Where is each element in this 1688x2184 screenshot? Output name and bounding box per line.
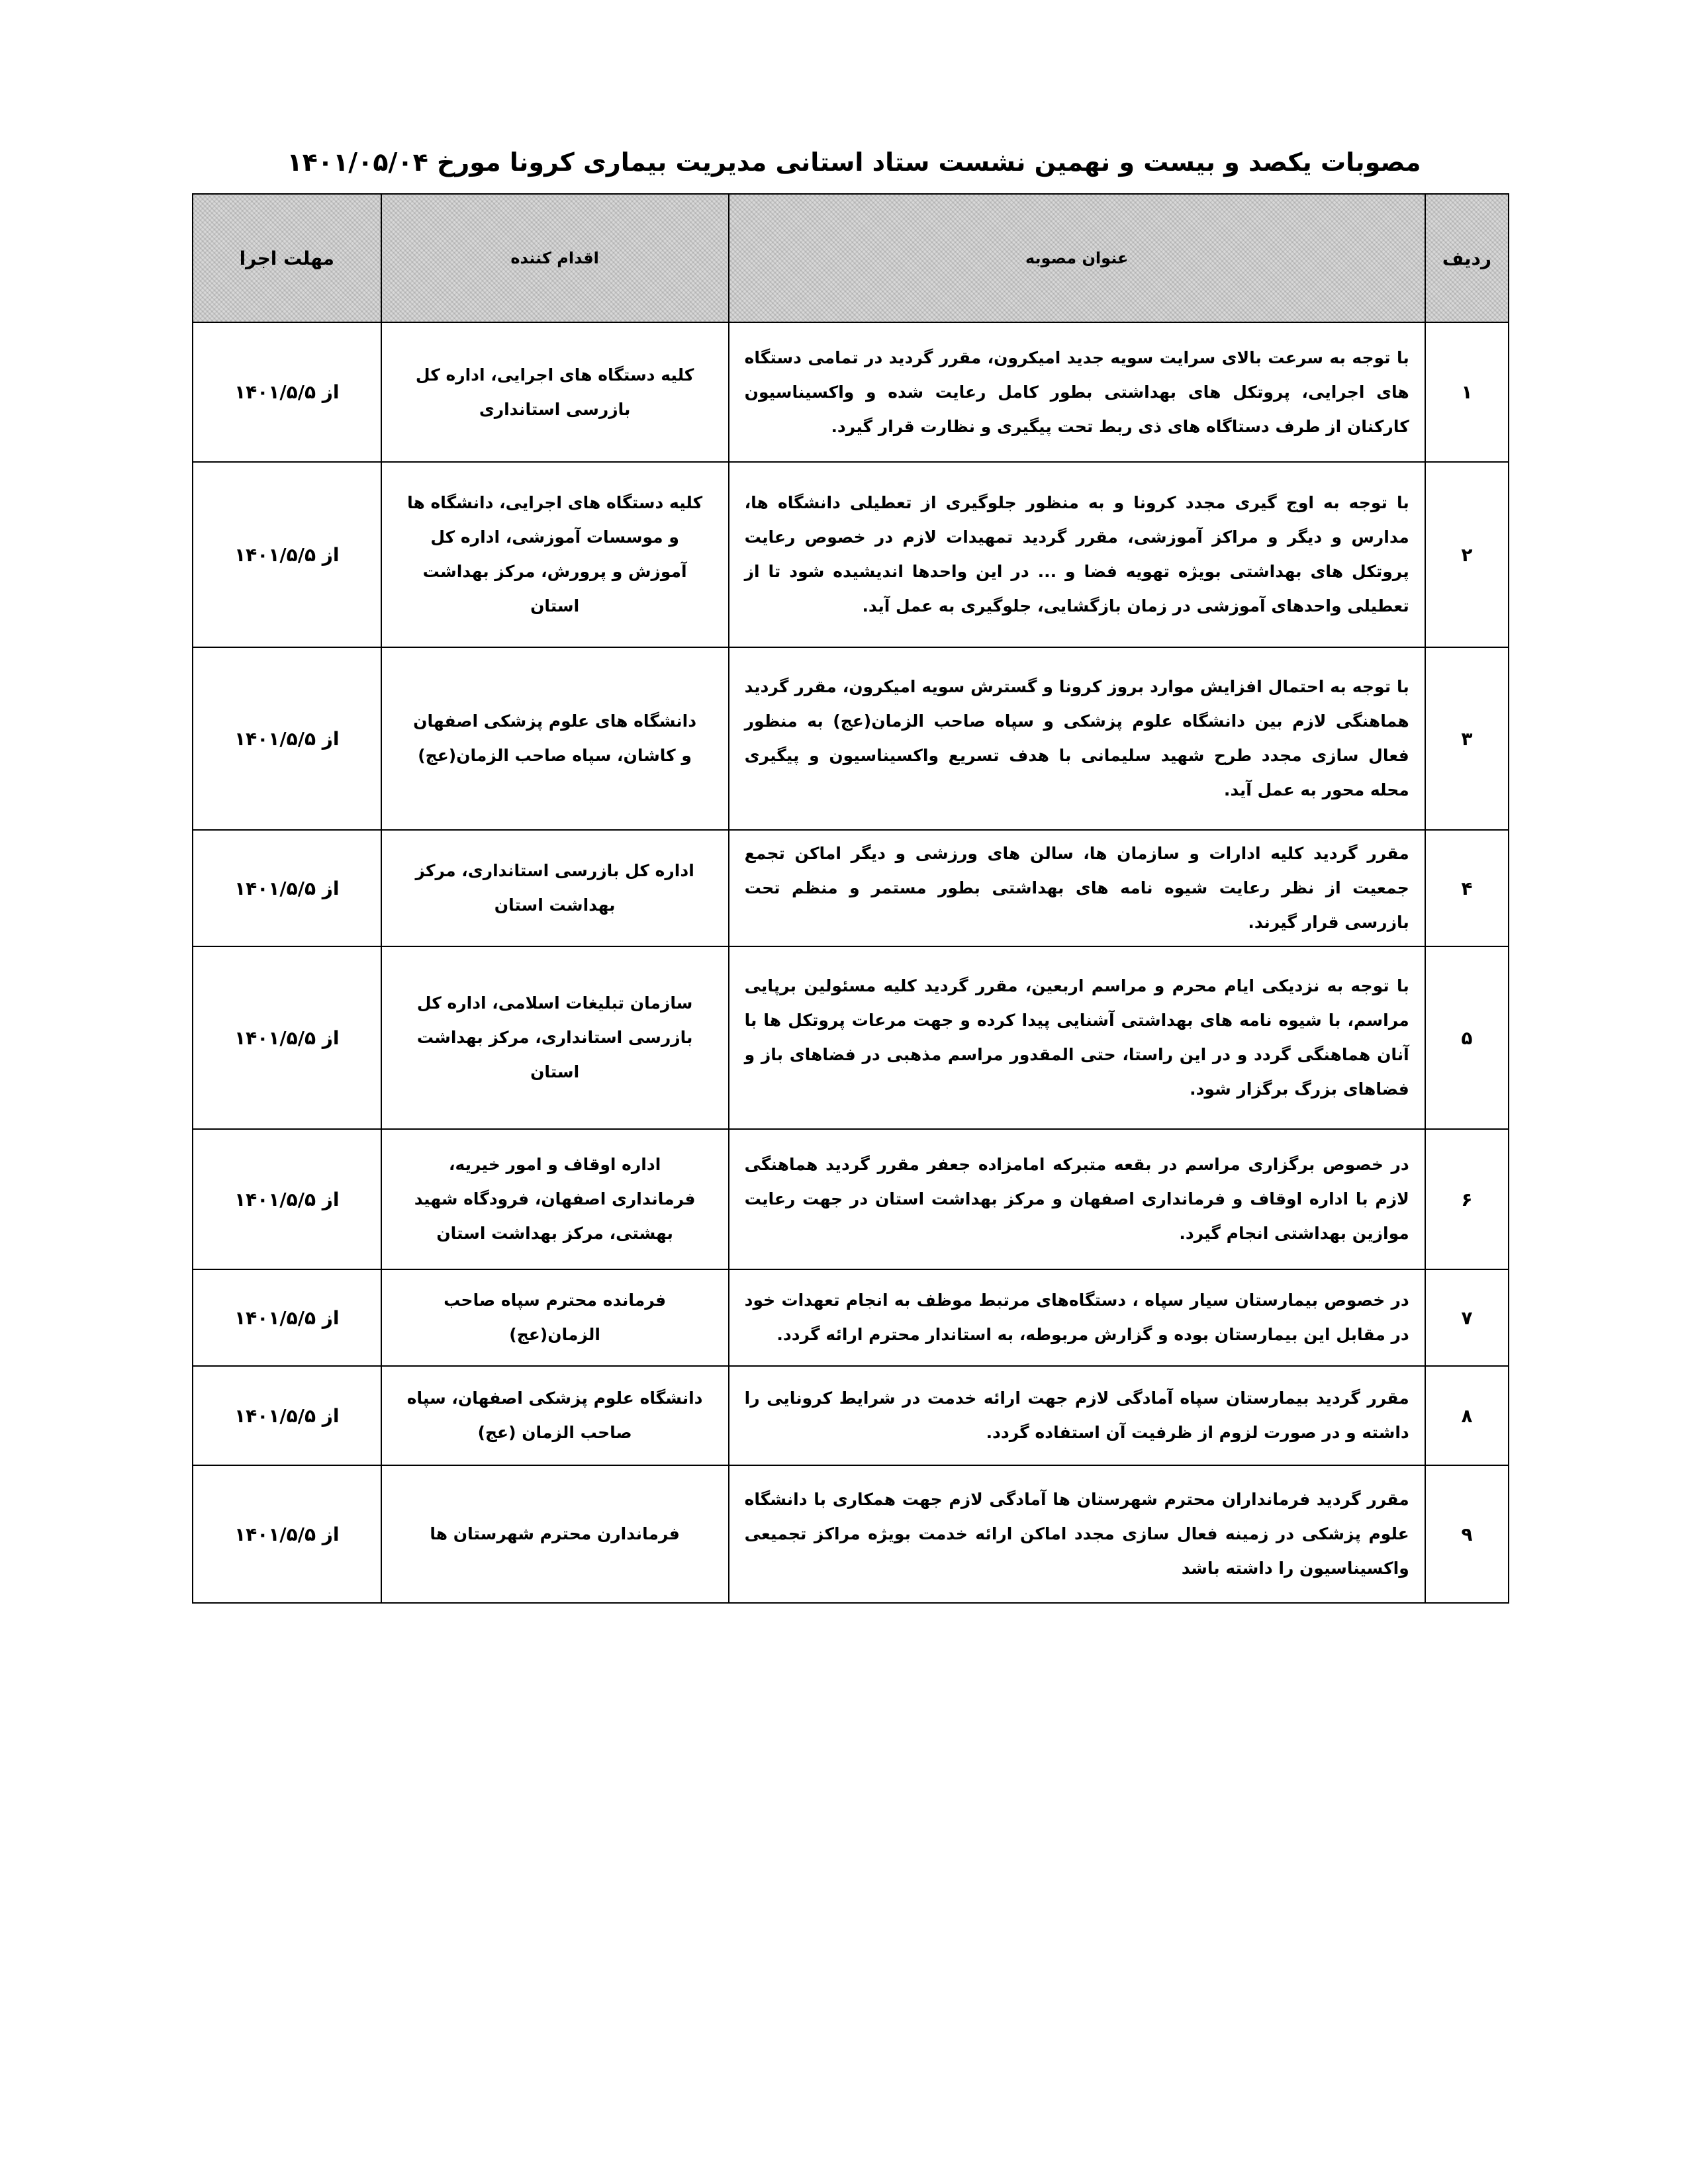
resolution-title: در خصوص برگزاری مراسم در بقعه متبرکه امامزاده جعفر مقرر گردید هماهنگی لازم با اداره اوقاف و فرمانداری اصفهان و مرکز بهداشت استان در جهت رعایت موازین بهداشتی انجام گیرد. bbox=[744, 1155, 1409, 1243]
table-row bbox=[193, 462, 1509, 647]
header-actor: اقدام کننده bbox=[381, 194, 729, 322]
table-row bbox=[193, 322, 1509, 462]
row-number: ۸ bbox=[1425, 1366, 1509, 1465]
deadline: از ۱۴۰۱/۵/۵ bbox=[234, 381, 340, 403]
deadline: از ۱۴۰۱/۵/۵ bbox=[234, 1188, 340, 1210]
resolution-title: مقرر گردید بیمارستان سپاه آمادگی لازم جهت ارائه خدمت در شرایط کرونایی را داشته و در صورت لزوم از ظرفیت آن استفاده گردد. bbox=[744, 1388, 1409, 1442]
row-number: ۱ bbox=[1425, 322, 1509, 462]
table-row bbox=[193, 830, 1509, 946]
responsible-party: کلیه دستگاه های اجرایی، دانشگاه ها و موسسات آموزشی، اداره کل آموزش و پرورش، مرکز بهداشت استان bbox=[407, 493, 703, 615]
resolution-title: مقرر گردید کلیه ادارات و سازمان ها، سالن های ورزشی و دیگر اماکن تجمع جمعیت از نظر رعایت شیوه نامه های بهداشتی بطور مستمر و منظم تحت بازرسی قرار گیرند. bbox=[744, 844, 1409, 932]
responsible-party: فرمانده محترم سپاه صاحب الزمان(عج) bbox=[444, 1291, 667, 1344]
resolution-title: در خصوص بیمارستان سیار سپاه ، دستگاه‌های مرتبط موظف به انجام تعهدات خود در مقابل این بیمارستان بوده و گزارش مربوطه، به استاندار محترم ارائه گردد. bbox=[744, 1291, 1409, 1344]
header-deadline: مهلت اجرا bbox=[193, 194, 381, 322]
deadline: از ۱۴۰۱/۵/۵ bbox=[234, 1026, 340, 1049]
deadline: از ۱۴۰۱/۵/۵ bbox=[234, 877, 340, 899]
deadline: از ۱۴۰۱/۵/۵ bbox=[234, 1523, 340, 1545]
table-row bbox=[193, 1366, 1509, 1465]
resolution-title: مقرر گردید فرمانداران محترم شهرستان ها آمادگی لازم جهت همکاری با دانشگاه علوم پزشکی در زمینه فعال سازی مجدد اماکن ارائه خدمت بویژه مراکز تجمیعی واکسیناسیون را داشته باشد bbox=[744, 1490, 1409, 1578]
table-row bbox=[193, 1465, 1509, 1603]
deadline: از ۱۴۰۱/۵/۵ bbox=[234, 543, 340, 566]
row-number: ۵ bbox=[1425, 946, 1509, 1129]
row-number: ۶ bbox=[1425, 1129, 1509, 1269]
row-number: ۷ bbox=[1425, 1269, 1509, 1366]
resolution-title: با توجه به احتمال افزایش موارد بروز کرونا و گسترش سویه امیکرون، مقرر گردید هماهنگی لازم بین دانشگاه علوم پزشکی و سپاه صاحب الزمان(عج) به منظور فعال سازی مجدد طرح شهید سلیمانی با هدف تسریع واکسیناسیون و پیگیری محله محور به عمل آید. bbox=[744, 677, 1409, 799]
resolution-title: با توجه به نزدیکی ایام محرم و مراسم اربعین، مقرر گردید کلیه مسئولین برپایی مراسم، با شیوه نامه های بهداشتی آشنایی پیدا کرده و جهت مرعات پروتکل ها با آنان هماهنگی گردد و در این راستا، حتی المقدور مراسم مذهبی در فضاهای باز و فضاهای بزرگ برگزار شود. bbox=[744, 976, 1409, 1099]
header-title: عنوان مصوبه bbox=[729, 194, 1425, 322]
responsible-party: سازمان تبلیغات اسلامی، اداره کل بازرسی استانداری، مرکز بهداشت استان bbox=[416, 993, 693, 1081]
page-title: مصوبات یکصد و بیست و نهمین نشست ستاد استانی مدیریت بیماری کرونا مورخ ۱۴۰۱/۰۵/۰۴ bbox=[287, 148, 1421, 177]
responsible-party: اداره کل بازرسی استانداری، مرکز بهداشت استان bbox=[415, 861, 694, 915]
responsible-party: دانشگاه های علوم پزشکی اصفهان و کاشان، سپاه صاحب الزمان(عج) bbox=[413, 711, 697, 765]
responsible-party: فرماندارن محترم شهرستان ها bbox=[430, 1524, 680, 1543]
table-row bbox=[193, 1269, 1509, 1366]
table-row bbox=[193, 946, 1509, 1129]
table-row bbox=[193, 647, 1509, 830]
deadline: از ۱۴۰۱/۵/۵ bbox=[234, 1306, 340, 1329]
resolution-title: با توجه به سرعت بالای سرایت سویه جدید امیکرون، مقرر گردید در تمامی دستگاه های اجرایی، پروتکل های بهداشتی بطور کامل رعایت شده و واکسیناسیون کارکنان از طرف دستاگاه های ذی ربط تحت پیگیری و نظارت قرار گیرد. bbox=[744, 347, 1409, 436]
resolution-title: با توجه به اوج گیری مجدد کرونا و به منظور جلوگیری از تعطیلی دانشگاه ها، مدارس و دیگر و مراکز آموزشی، مقرر گردید تمهیدات لازم در خصوص رعایت پروتکل های بهداشتی بویژه تهویه فضا و ... در این واحدها اندیشیده شود تا از تعطیلی واحدهای آموزشی در زمان بازگشایی، جلوگیری به عمل آید. bbox=[744, 493, 1409, 615]
row-number: ۹ bbox=[1425, 1465, 1509, 1603]
table-row bbox=[193, 1129, 1509, 1269]
responsible-party: کلیه دستگاه های اجرایی، اداره کل بازرسی استانداری bbox=[415, 365, 694, 419]
deadline: از ۱۴۰۱/۵/۵ bbox=[234, 1404, 340, 1427]
row-number: ۲ bbox=[1425, 462, 1509, 647]
row-number: ۳ bbox=[1425, 647, 1509, 830]
header-number: ردیف bbox=[1425, 194, 1509, 322]
row-number: ۴ bbox=[1425, 830, 1509, 946]
resolutions-table bbox=[192, 193, 1509, 1604]
responsible-party: دانشگاه علوم پزشکی اصفهان، سپاه صاحب الزمان (عج) bbox=[406, 1388, 703, 1442]
table-header-row bbox=[193, 194, 1509, 322]
deadline: از ۱۴۰۱/۵/۵ bbox=[234, 727, 340, 750]
responsible-party: اداره اوقاف و امور خیریه، فرمانداری اصفهان، فرودگاه شهید بهشتی، مرکز بهداشت استان bbox=[414, 1155, 696, 1243]
